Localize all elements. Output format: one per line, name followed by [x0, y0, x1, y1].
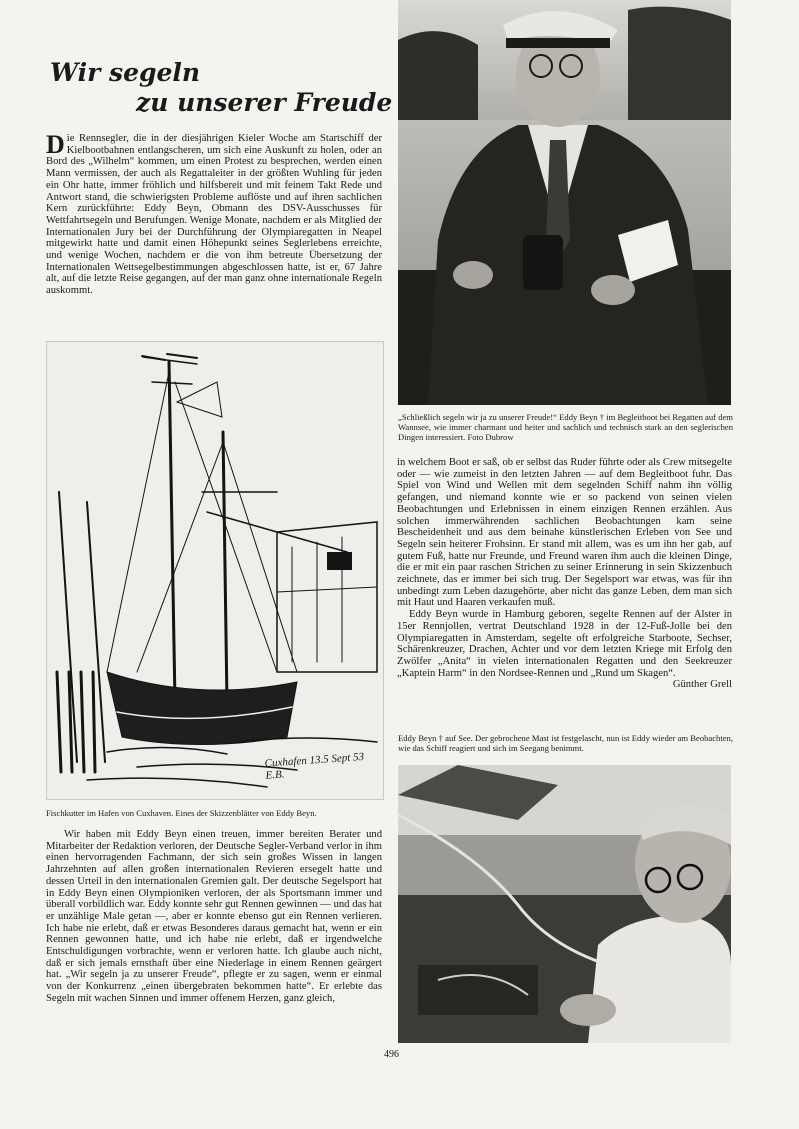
caption-sketch: Fischkutter im Hafen von Cuxhaven. Eines der Skizzenblätter von Eddy Beyn.: [46, 808, 317, 818]
caption-photo-bottom: Eddy Beyn † auf See. Der gebrochene Mast ist festgelascht, nun ist Eddy wieder am Beobachten, wie das Schiff reagiert und sich im Seegang benimmt.: [398, 733, 733, 753]
intro-column: [46, 130, 382, 297]
right-body-paragraph-2: Eddy Beyn wurde in Hamburg geboren, segelte Rennen auf der Alster in 15er Rennjollen, vertrat Deutschland 1928 in der 12-Fuß-Jolle bei den Olympiaregatten in Amsterdam, segelte oft erfolgreiche Starboote, Sechser, Schärenkreuzer, Drachen, Achter und vor dem letzten Kriege mit Erfolg den Zwölfer „Anita“ in vielen internationalen Regatten und den Seekreuzer „Kaptein Harm“ in den Nordsee-Rennen und „Rund um Skagen“.: [397, 609, 732, 679]
caption-photo-top: „Schließlich segeln wir ja zu unserer Freude!“ Eddy Beyn † im Begleitboot bei Regatten auf dem Wannsee, wie immer charmant und heiter und sachlich und technisch stark an den seglerischen Dingen interessiert. Foto Dubrow: [398, 412, 733, 442]
left-body-column: [46, 829, 382, 1005]
sketch-inscription: Cuxhafen 13.5 Sept 53 E.B.: [264, 750, 365, 782]
right-body-paragraph-1: in welchem Boot er saß, ob er selbst das Ruder führte oder als Crew mitsegelte oder — wie zumeist in den letzten Jahren — auf dem Begleitboot fuhr. Das Spiel von Wind und Wellen mit dem segelnden Schiff nahm ihn völlig gefangen, und niemand konnte wie er so packend von seinen vielen Beobachtungen und Erlebnissen in einem einzigen Rennen erzählen. Aus solchen immerwährenden sachlichen Beobachtungen kam seine Bescheidenheit und aus dem beinahe künstlerischen Erleben von See und Segeln sein heiterer Frohsinn. Er stand mit allem, was es um ihn her gab, auf gutem Fuß, hatte nur Freunde, und Freund waren ihm auch die kleinen Dinge, die er mit ein paar raschen Strichen zu seiner Erinnerung in sein Skizzenbuch zeichnete, das er immer bei sich trug. Der Segelsport war etwas, was für ihn unbedingt zum Leben dazugehörte, aber nicht das ganze Leben, dem man sich mit Haut und Haaren verkaufen muß.: [397, 457, 732, 609]
harbor-sketch: [46, 341, 384, 800]
sea-photo: [398, 765, 731, 1043]
article-title-line-2: zu unserer Freude: [136, 88, 393, 117]
page-number: 496: [384, 1049, 399, 1060]
author-signature: Günther Grell: [672, 679, 732, 691]
right-body-column: [397, 457, 732, 691]
left-body-paragraph: Wir haben mit Eddy Beyn einen treuen, immer bereiten Berater und Mitarbeiter der Redaktion verloren, der Deutsche Segler-Verband verlor in ihm einen hervorragenden Fachmann, der sich sein großes Wissen in langen Jahrzehnten auf allen großen internationalen Revieren ersegelt hatte und dessen Urteil in den internationalen Gremien galt. Der deutsche Segelsport hat in Eddy Beyn einen Olympioniken verloren, der als Sportsmann immer und überall vorbildlich war. Eddy konnte sehr gut Rennen gewinnen — und das hat er unzählige Male getan —, aber er konnte ebenso gut ein Rennen verlieren. Ich habe nie erlebt, daß er etwas Besonderes daraus gemacht hat, wenn er ein Rennen gewonnen hatte, und ich habe nie erlebt, daß er irgendwelche Entschuldigungen vorbrachte, wenn er verloren hatte. Ich glaube auch nicht, daß er sich jemals ernsthaft über eine Niederlage in einem Rennen geärgert hat. „Wir segeln ja zu unserer Freude“, pflegte er zu sagen, wenn er einmal von der Konkurrenz „einen übergebraten bekommen hatte“. Er erlebte das Segeln mit wachen Sinnen und immer offenem Herzen, ganz gleich,: [46, 829, 382, 1004]
intro-paragraph: Die Rennsegler, die in der diesjährigen Kieler Woche am Startschiff der Kielbootbahnen entlangscheren, um sich eine Auskunft zu holen, oder an Bord des „Wilhelm“ kommen, um einen Protest zu besprechen, werden einen Mann vermissen, der auch als Regattaleiter in der größten Wuhling für jeden ein Ohr hatte, immer fröhlich und hilfsbereit und mit feinem Takt Rede und Antwort stand, die schwierigsten Probleme auflöste und auf ihren sachlichen Kern zurückführte: Eddy Beyn, Obmann des DSV-Ausschusses für Wettfahrtsegeln und Berufungen. Wenige Monate, nachdem er als Mitglied der Internationalen Jury bei der Durchführung der Olympiaregatten in Neapel mitgewirkt hatte und damit einen Höhepunkt seines Seglerlebens erreichte, und wenige Wochen, nachdem er die von ihm betreute Übersetzung der Internationalen Wettsegelbestimmungen abgeschlossen hatte, ist er, 67 Jahre alt, auf die letzte Reise gegangen, auf der man ganz ohne internationale Regeln auskommt.: [46, 130, 382, 297]
portrait-photo: [398, 0, 731, 405]
article-title-line-1: Wir segeln: [50, 58, 201, 87]
